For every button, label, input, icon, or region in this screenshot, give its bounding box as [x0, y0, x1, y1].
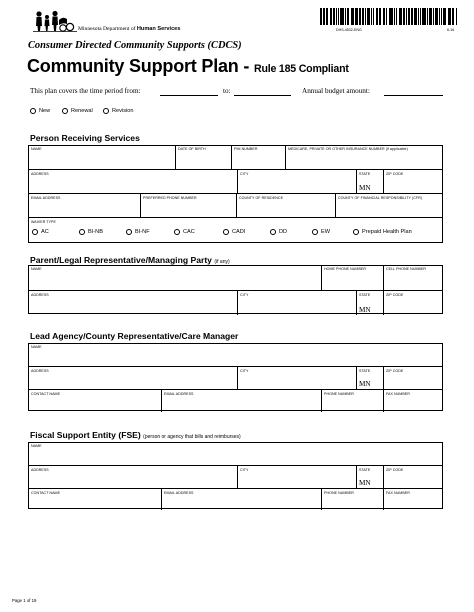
parent-name-field[interactable]: NAME	[31, 266, 42, 271]
lead-email-field[interactable]: EMAIL ADDRESS	[161, 390, 321, 412]
radio-new[interactable]	[30, 108, 36, 114]
person-table	[28, 145, 443, 243]
waiver-dd-option[interactable]: DD	[270, 229, 287, 235]
radio-waiver-prepaid[interactable]	[353, 229, 359, 235]
lead-city-field[interactable]: CITY	[237, 367, 356, 389]
person-county-residence-field[interactable]: COUNTY OF RESIDENCE	[236, 194, 335, 217]
fse-contact-field[interactable]: CONTACT NAME	[31, 490, 61, 495]
lead-contact-field[interactable]: CONTACT NAME	[31, 391, 61, 396]
section-title-fse: Fiscal Support Entity (FSE) (person or agency that bills and reimburses)	[30, 430, 241, 440]
person-pmi-field[interactable]: PMI NUMBER	[231, 145, 285, 169]
lead-row-address	[29, 366, 442, 389]
section-title-person: Person Receiving Services	[30, 133, 140, 143]
radio-renewal[interactable]	[62, 108, 68, 114]
lead-zip-field[interactable]: ZIP CODE	[383, 367, 442, 389]
lead-name-field[interactable]: NAME	[31, 344, 42, 349]
person-row-address	[29, 169, 442, 193]
form-code: 6-16	[447, 28, 455, 32]
person-row-name	[29, 145, 442, 169]
dhs-logo-icon	[33, 10, 77, 32]
radio-renewal-label: Renewal	[71, 108, 93, 114]
person-phone-field[interactable]: PREFERRED PHONE NUMBER	[140, 194, 236, 217]
fse-row-name	[29, 442, 442, 465]
fse-table	[28, 442, 443, 509]
budget-field[interactable]	[384, 88, 443, 96]
person-state-field[interactable]: STATE MN	[356, 170, 383, 193]
waiver-type-label: WAIVER TYPE	[31, 219, 56, 224]
parent-cell-phone-field[interactable]: CELL PHONE NUMBER	[383, 265, 442, 290]
period-to-label: to:	[223, 87, 231, 95]
parent-city-field[interactable]: CITY	[237, 291, 356, 315]
person-row-contact	[29, 193, 442, 217]
parent-home-phone-field[interactable]: HOME PHONE NUMBER	[321, 265, 383, 290]
lead-table	[28, 343, 443, 411]
section-title-lead: Lead Agency/County Representative/Care Manager	[30, 331, 239, 341]
radio-new-label: New	[39, 108, 51, 114]
person-city-field[interactable]: CITY	[237, 170, 356, 193]
waiver-bi-nf-option[interactable]: BI-NF	[126, 229, 150, 235]
person-insurance-field[interactable]: MEDICARE, PRIVATE OR OTHER INSURANCE NUMBER (if applicable)	[285, 145, 442, 169]
parent-row-address	[29, 290, 442, 315]
radio-waiver-bi-nb[interactable]	[79, 229, 85, 235]
person-county-fin-field[interactable]: COUNTY OF FINANCIAL RESPONSIBILITY (CFR)	[335, 194, 442, 217]
agency-name: Minnesota Department of Human Services	[78, 26, 181, 32]
fse-row-address	[29, 465, 442, 488]
lead-row-name	[29, 343, 442, 366]
parent-state-field[interactable]: STATE MN	[356, 291, 383, 315]
section-title-parent: Parent/Legal Representative/Managing Party (if any)	[30, 255, 230, 265]
form-title: Community Support Plan - Rule 185 Compliant	[27, 56, 349, 76]
lead-address-field[interactable]: ADDRESS	[31, 368, 49, 373]
lead-row-contact	[29, 389, 442, 412]
person-email-field[interactable]: EMAIL ADDRESS	[31, 195, 61, 200]
budget-label: Annual budget amount:	[302, 87, 370, 95]
waiver-prepaid-option[interactable]: Prepaid Health Plan	[353, 229, 412, 235]
waiver-ac-option[interactable]: AC	[32, 229, 49, 235]
waiver-cac-option[interactable]: CAC	[174, 229, 195, 235]
radio-waiver-cadi[interactable]	[223, 229, 229, 235]
lead-state-field[interactable]: STATE MN	[356, 367, 383, 389]
fse-name-field[interactable]: NAME	[31, 443, 42, 448]
person-zip-field[interactable]: ZIP CODE	[383, 170, 442, 193]
waiver-ew-option[interactable]: EW	[312, 229, 330, 235]
radio-revision[interactable]	[103, 108, 109, 114]
fse-zip-field[interactable]: ZIP CODE	[383, 466, 442, 488]
fse-fax-field[interactable]: FAX NUMBER	[383, 489, 442, 510]
radio-waiver-bi-nf[interactable]	[126, 229, 132, 235]
fse-row-contact	[29, 488, 442, 510]
radio-waiver-ac[interactable]	[32, 229, 38, 235]
radio-revision-label: Revision	[112, 108, 134, 114]
parent-table	[28, 265, 443, 314]
period-from-label: This plan covers the time period from:	[30, 87, 141, 95]
barcode-number: DHS-4532-ENG	[336, 28, 362, 32]
fse-state-field[interactable]: STATE MN	[356, 466, 383, 488]
radio-waiver-cac[interactable]	[174, 229, 180, 235]
parent-zip-field[interactable]: ZIP CODE	[383, 291, 442, 315]
person-dob-field[interactable]: DATE OF BIRTH	[175, 145, 231, 169]
fse-address-field[interactable]: ADDRESS	[31, 467, 49, 472]
fse-email-field[interactable]: EMAIL ADDRESS	[161, 489, 321, 510]
waiver-bi-nb-option[interactable]: BI-NB	[79, 229, 103, 235]
parent-address-field[interactable]: ADDRESS	[31, 292, 49, 297]
parent-row-name	[29, 265, 442, 290]
lead-phone-field[interactable]: PHONE NUMBER	[321, 390, 383, 412]
radio-waiver-dd[interactable]	[270, 229, 276, 235]
period-to-field[interactable]	[234, 88, 291, 96]
radio-waiver-ew[interactable]	[312, 229, 318, 235]
form-subtitle: Consumer Directed Community Supports (CDCS)	[28, 40, 242, 51]
person-name-field[interactable]: NAME	[31, 146, 42, 151]
lead-fax-field[interactable]: FAX NUMBER	[383, 390, 442, 412]
person-address-field[interactable]: ADDRESS	[31, 171, 49, 176]
person-row-waiver	[29, 217, 442, 243]
waiver-cadi-option[interactable]: CADI	[223, 229, 245, 235]
barcode	[320, 8, 460, 25]
fse-phone-field[interactable]: PHONE NUMBER	[321, 489, 383, 510]
page-number: Page 1 of 19	[12, 598, 37, 603]
period-from-field[interactable]	[160, 88, 218, 96]
fse-city-field[interactable]: CITY	[237, 466, 356, 488]
